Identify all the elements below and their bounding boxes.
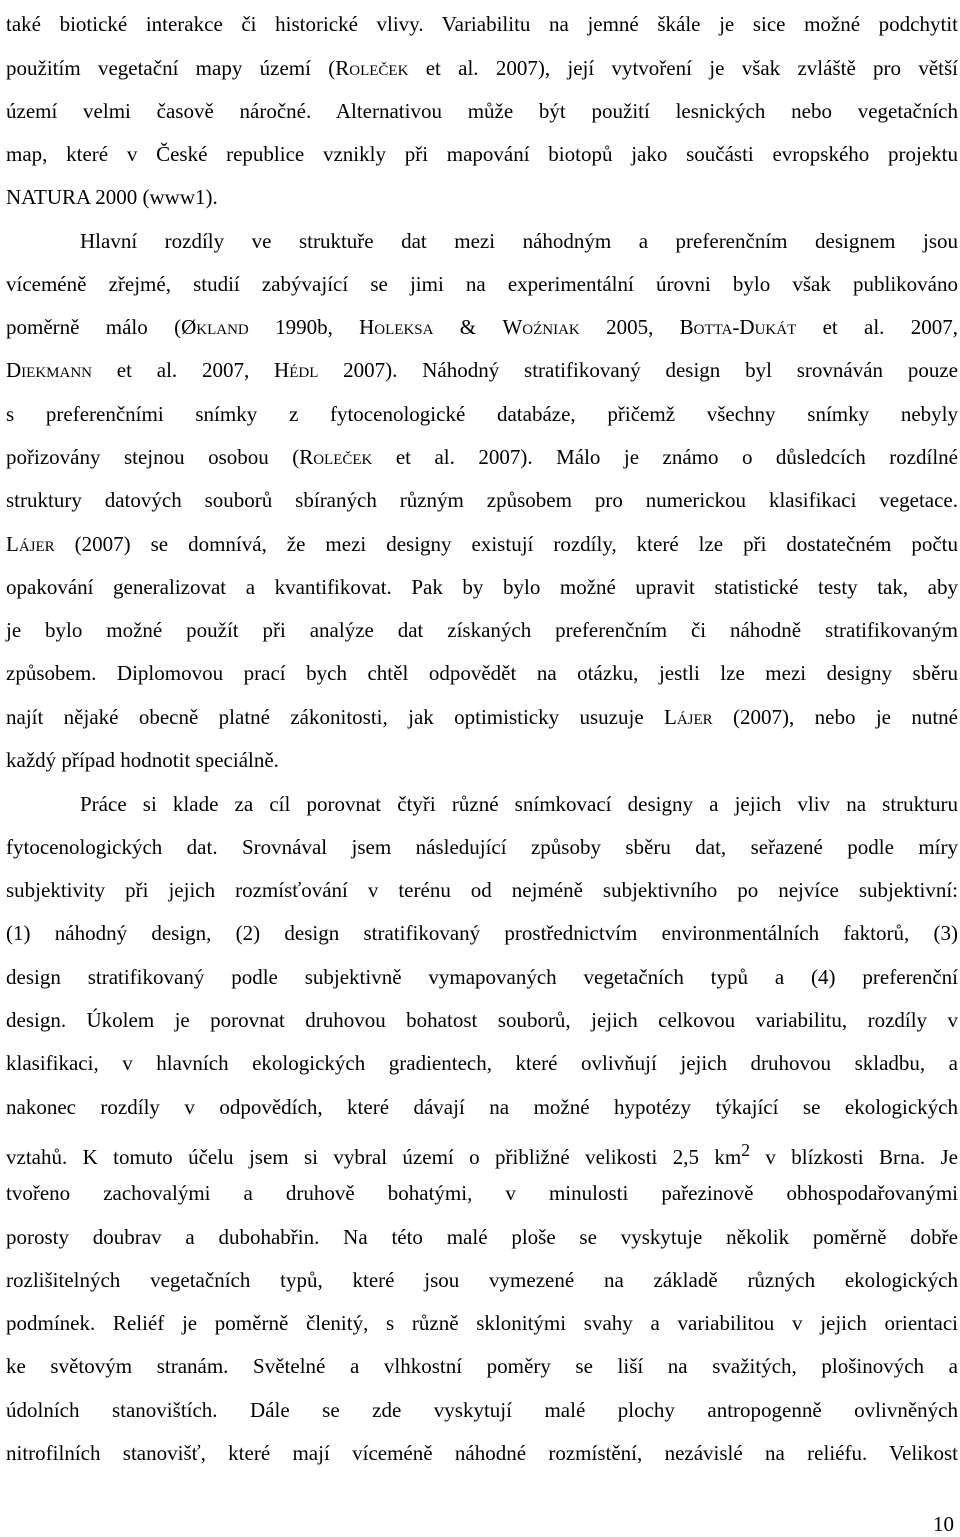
text-line bbox=[6, 530, 958, 558]
text-segment: vztahů. K tomuto účelu jsem si vybral území o přibližné velikosti 2,5 km bbox=[6, 1145, 742, 1169]
text-segment: ke světovým stranám. Světelné a vlhkostní poměry se liší na svažitých, plošinových a bbox=[6, 1354, 958, 1378]
text-line bbox=[6, 1179, 958, 1207]
text-line bbox=[6, 659, 958, 687]
text-line bbox=[6, 573, 958, 601]
text-segment: porosty doubrav a dubohabřin. Na této malé ploše se vyskytuje několik poměrně dobře bbox=[6, 1225, 958, 1249]
text-segment: (1) náhodný design, (2) design stratifikovaný prostřednictvím environmentálních faktorů, (3) bbox=[6, 921, 958, 945]
text-segment: et al. 2007, bbox=[796, 315, 958, 339]
text-line bbox=[6, 1396, 958, 1424]
text-segment: subjektivity při jejich rozmísťování v terénu od nejméně subjektivního po nejvíce subjektivní: bbox=[6, 878, 958, 902]
text-segment: území velmi časově náročné. Alternativou může být použití lesnických nebo vegetačních bbox=[6, 99, 958, 123]
text-line bbox=[6, 313, 958, 341]
text-segment: NATURA 2000 (www1). bbox=[6, 185, 218, 209]
text-segment: Hlavní rozdíly ve struktuře dat mezi náhodným a preferenčním designem jsou bbox=[80, 229, 958, 253]
text-segment: design. Úkolem je porovnat druhovou bohatost souborů, jejich celkovou variabilitu, rozdíly v bbox=[6, 1008, 958, 1032]
text-segment: údolních stanovištích. Dále se zde vyskytují malé plochy antropogenně ovlivněných bbox=[6, 1398, 958, 1422]
text-segment: & bbox=[433, 315, 503, 339]
author-name: Roleček bbox=[299, 445, 373, 469]
text-segment: klasifikaci, v hlavních ekologických gradientech, které ovlivňují jejich druhovou skladbu, a bbox=[6, 1051, 958, 1075]
text-line bbox=[6, 616, 958, 644]
text-segment: s preferenčními snímky z fytocenologické databáze, přičemž všechny snímky nebyly bbox=[6, 402, 958, 426]
text-segment: pořizovány stejnou osobou ( bbox=[6, 445, 300, 469]
text-line bbox=[80, 227, 958, 255]
superscript: 2 bbox=[741, 1140, 751, 1160]
text-segment: najít nějaké obecně platné zákonitosti, jak optimisticky usuzuje bbox=[6, 705, 664, 729]
text-segment: (2007), nebo je nutné bbox=[712, 705, 958, 729]
author-name: Hédl bbox=[274, 358, 319, 382]
text-line bbox=[6, 833, 958, 861]
author-name: Lájer bbox=[6, 532, 55, 556]
text-segment: také biotické interakce či historické vlivy. Variabilitu na jemné škále je sice možné podchytit bbox=[6, 12, 958, 36]
text-line bbox=[6, 919, 958, 947]
text-segment: Práce si klade za cíl porovnat čtyři různé snímkovací designy a jejich vliv na strukturu bbox=[80, 792, 958, 816]
text-segment: v blízkosti Brna. Je bbox=[750, 1145, 958, 1169]
text-line bbox=[6, 1223, 958, 1251]
author-name: Diekmann bbox=[6, 358, 92, 382]
text-line bbox=[6, 97, 958, 125]
text-line bbox=[6, 486, 958, 514]
author-name: Roleček bbox=[335, 56, 409, 80]
text-line bbox=[6, 270, 958, 298]
text-line bbox=[6, 1266, 958, 1294]
text-segment: (2007) se domnívá, že mezi designy existují rozdíly, které lze při dostatečném počtu bbox=[54, 532, 958, 556]
text-segment: každý případ hodnotit speciálně. bbox=[6, 748, 279, 772]
text-line bbox=[6, 54, 958, 82]
text-segment: podmínek. Reliéf je poměrně členitý, s různě sklonitými svahy a variabilitou v jejich orientaci bbox=[6, 1311, 958, 1335]
text-segment: fytocenologických dat. Srovnával jsem následující způsoby sběru dat, seřazené podle míry bbox=[6, 835, 958, 859]
text-segment: nakonec rozdíly v odpovědích, které dávají na možné hypotézy týkající se ekologických bbox=[6, 1095, 958, 1119]
author-name: Holeksa bbox=[359, 315, 434, 339]
text-line bbox=[6, 1093, 958, 1121]
text-line bbox=[6, 1136, 958, 1169]
text-segment: rozlišitelných vegetačních typů, které jsou vymezené na základě různých ekologických bbox=[6, 1268, 958, 1292]
text-segment: 2007). Náhodný stratifikovaný design byl srovnáván pouze bbox=[318, 358, 959, 382]
text-line bbox=[6, 140, 958, 168]
text-line bbox=[6, 10, 958, 38]
text-segment: způsobem. Diplomovou prací bych chtěl odpovědět na otázku, jestli lze mezi designy sběru bbox=[6, 661, 958, 685]
text-segment: et al. 2007). Málo je známo o důsledcích rozdílné bbox=[372, 445, 959, 469]
text-line bbox=[6, 876, 958, 904]
text-segment: design stratifikovaný podle subjektivně vymapovaných vegetačních typů a (4) preferenční bbox=[6, 965, 958, 989]
page-number: 10 bbox=[933, 1512, 954, 1536]
text-segment: map, které v České republice vznikly při mapování biotopů jako součásti evropského projektu bbox=[6, 142, 958, 166]
text-segment: et al. 2007, bbox=[92, 358, 275, 382]
text-line bbox=[6, 356, 958, 384]
text-segment: 2005, bbox=[579, 315, 680, 339]
text-segment: použitím vegetační mapy území ( bbox=[6, 56, 336, 80]
text-line bbox=[6, 1309, 958, 1337]
text-segment: je bylo možné použít při analýze dat získaných preferenčním či náhodně stratifikovaným bbox=[6, 618, 958, 642]
text-line bbox=[6, 183, 958, 211]
text-line bbox=[6, 703, 958, 731]
text-line bbox=[6, 1049, 958, 1077]
text-line bbox=[6, 1006, 958, 1034]
text-segment: 1990b, bbox=[248, 315, 360, 339]
text-line bbox=[6, 400, 958, 428]
text-line bbox=[6, 1439, 958, 1467]
author-name: Botta-Dukát bbox=[679, 315, 797, 339]
text-segment: et al. 2007), její vytvoření je však zvláště pro větší bbox=[408, 56, 959, 80]
author-name: Woźniak bbox=[502, 315, 580, 339]
text-line bbox=[6, 963, 958, 991]
text-line bbox=[6, 1352, 958, 1380]
text-segment: nitrofilních stanovišť, které mají víceméně náhodné rozmístění, nezávislé na reliéfu. Velikost bbox=[6, 1441, 958, 1465]
text-segment: tvořeno zachovalými a druhově bohatými, v minulosti pařezinově obhospodařovanými bbox=[6, 1181, 958, 1205]
text-segment: víceméně zřejmé, studií zabývající se jimi na experimentální úrovni bylo však publikováno bbox=[6, 272, 958, 296]
text-line bbox=[80, 790, 958, 818]
text-line bbox=[6, 443, 958, 471]
author-name: Lájer bbox=[664, 705, 713, 729]
author-name: Økland bbox=[181, 315, 249, 339]
text-segment: opakování generalizovat a kvantifikovat. Pak by bylo možné upravit statistické testy tak, aby bbox=[6, 575, 958, 599]
text-segment: struktury datových souborů sbíraných různým způsobem pro numerickou klasifikaci vegetace. bbox=[6, 488, 958, 512]
text-segment: poměrně málo ( bbox=[6, 315, 182, 339]
text-line bbox=[6, 746, 958, 774]
